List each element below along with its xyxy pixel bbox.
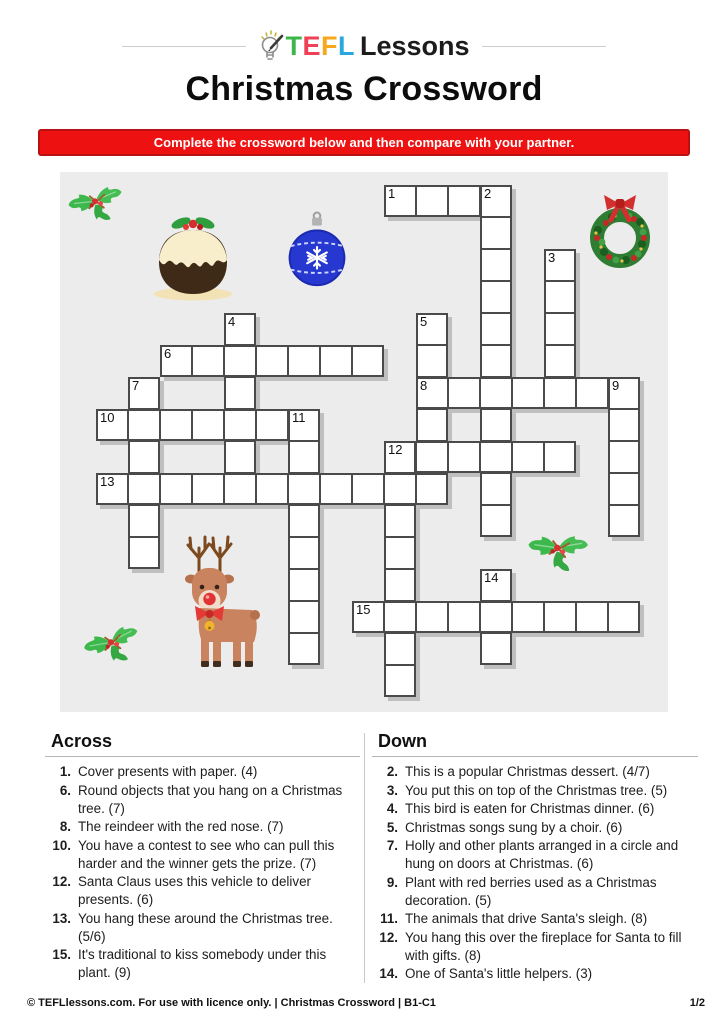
- header-rule-left: [122, 46, 246, 47]
- footer-copyright: © TEFLlessons.com. For use with licence only. | Christmas Crossword | B1-C1: [27, 997, 436, 1009]
- across-clue-list: [45, 763, 360, 982]
- cell-number: 11: [292, 410, 306, 425]
- clue-number: 9.: [386, 874, 398, 890]
- clue-item: [45, 946, 360, 982]
- across-heading-rule: [45, 756, 360, 757]
- cell-number: 4: [228, 314, 236, 329]
- cell-number: 7: [132, 378, 140, 393]
- cell-number: 5: [420, 314, 428, 329]
- down-clue-list: [372, 763, 698, 983]
- clue-item: [45, 763, 360, 781]
- down-clues: [372, 731, 698, 984]
- tefl-lessons-logo: [258, 29, 469, 63]
- clue-number: 15.: [52, 947, 71, 962]
- clue-text: Santa Claus uses this vehicle to deliver presents. (6): [78, 874, 311, 907]
- clues-divider: [364, 733, 365, 983]
- cell-number: 15: [356, 602, 371, 617]
- clue-text: Cover presents with paper. (4): [78, 764, 258, 779]
- clue-item: [372, 965, 698, 983]
- down-heading: Down: [378, 731, 427, 751]
- clue-number: 12.: [379, 929, 398, 945]
- clue-item: [372, 782, 698, 800]
- clue-text: This bird is eaten for Christmas dinner. (6): [405, 801, 655, 816]
- clue-number: 14.: [379, 966, 398, 981]
- instruction-banner: Complete the crossword below and then compare with your partner.: [38, 129, 690, 156]
- clue-text: Christmas songs sung by a choir. (6): [405, 819, 623, 835]
- across-clues: [45, 731, 360, 983]
- brand-lessons: Lessons: [359, 30, 470, 61]
- across-heading: Across: [51, 731, 113, 751]
- clue-item: [372, 910, 698, 928]
- cell-number: 12: [388, 442, 403, 457]
- clue-item: [45, 837, 360, 873]
- clue-number: 2.: [386, 764, 398, 779]
- crossword-panel: [60, 172, 668, 712]
- clue-item: [45, 818, 360, 836]
- lightbulb-pencil-icon: [258, 29, 285, 63]
- clue-item: [372, 874, 698, 910]
- cell-number: 3: [548, 250, 556, 265]
- clue-number: 12.: [52, 874, 71, 889]
- clues-section: [0, 731, 728, 991]
- clue-text: Plant with red berries used as a Christmas decoration. (5): [405, 874, 657, 908]
- header-rule-right: [482, 46, 606, 47]
- clue-number: 8.: [59, 819, 71, 834]
- brand-tefl: T E F L: [285, 30, 355, 61]
- clue-text: Holly and other plants arranged in a circle and hung on doors at Christmas. (6): [405, 838, 679, 871]
- cell-number: 9: [612, 378, 620, 393]
- clue-item: [45, 782, 360, 818]
- clue-text: The animals that drive Santa's sleigh. (8): [405, 911, 648, 926]
- down-heading-rule: [372, 756, 698, 757]
- page-title: Christmas Crossword: [185, 70, 543, 108]
- clue-number: 6.: [59, 782, 71, 798]
- clue-number: 1.: [59, 764, 71, 779]
- clue-item: [372, 837, 698, 873]
- crossword-grid: [60, 172, 668, 712]
- clue-item: [372, 929, 698, 965]
- cell-number: 6: [164, 346, 172, 361]
- clue-text: It's traditional to kiss somebody under this plant. (9): [78, 947, 327, 980]
- clue-text: You hang these around the Christmas tree. (5/6): [78, 910, 333, 944]
- cell-number: 8: [420, 378, 428, 393]
- clue-item: [372, 819, 698, 837]
- clue-number: 13.: [52, 910, 71, 926]
- footer: [27, 997, 705, 1009]
- clue-text: The reindeer with the red nose. (7): [78, 819, 284, 834]
- footer-page-number: 1/2: [689, 997, 705, 1009]
- clue-number: 7.: [386, 838, 398, 853]
- clue-number: 4.: [386, 801, 398, 816]
- clue-text: You hang this over the fireplace for Santa to fill with gifts. (8): [405, 929, 682, 963]
- clue-number: 11.: [380, 911, 398, 926]
- clue-item: [372, 763, 698, 781]
- cell-number: 14: [484, 570, 499, 585]
- clue-number: 10.: [52, 837, 71, 853]
- cell-number: 13: [100, 474, 115, 489]
- cell-number: 1: [388, 186, 396, 201]
- clue-text: You have a contest to see who can pull this harder and the winner gets the prize. (7): [78, 837, 335, 871]
- clue-text: One of Santa's little helpers. (3): [405, 966, 593, 981]
- header: [0, 27, 728, 65]
- cell-number: 10: [100, 410, 115, 425]
- clue-number: 5.: [386, 819, 398, 835]
- clue-number: 3.: [386, 782, 398, 798]
- clue-text: You put this on top of the Christmas tree. (5): [405, 782, 668, 798]
- clue-item: [45, 873, 360, 909]
- clue-text: This is a popular Christmas dessert. (4/7): [405, 764, 650, 779]
- clue-text: Round objects that you hang on a Christmas tree. (7): [78, 782, 343, 816]
- clue-item: [372, 800, 698, 818]
- cell-number: 2: [484, 186, 492, 201]
- clue-item: [45, 910, 360, 946]
